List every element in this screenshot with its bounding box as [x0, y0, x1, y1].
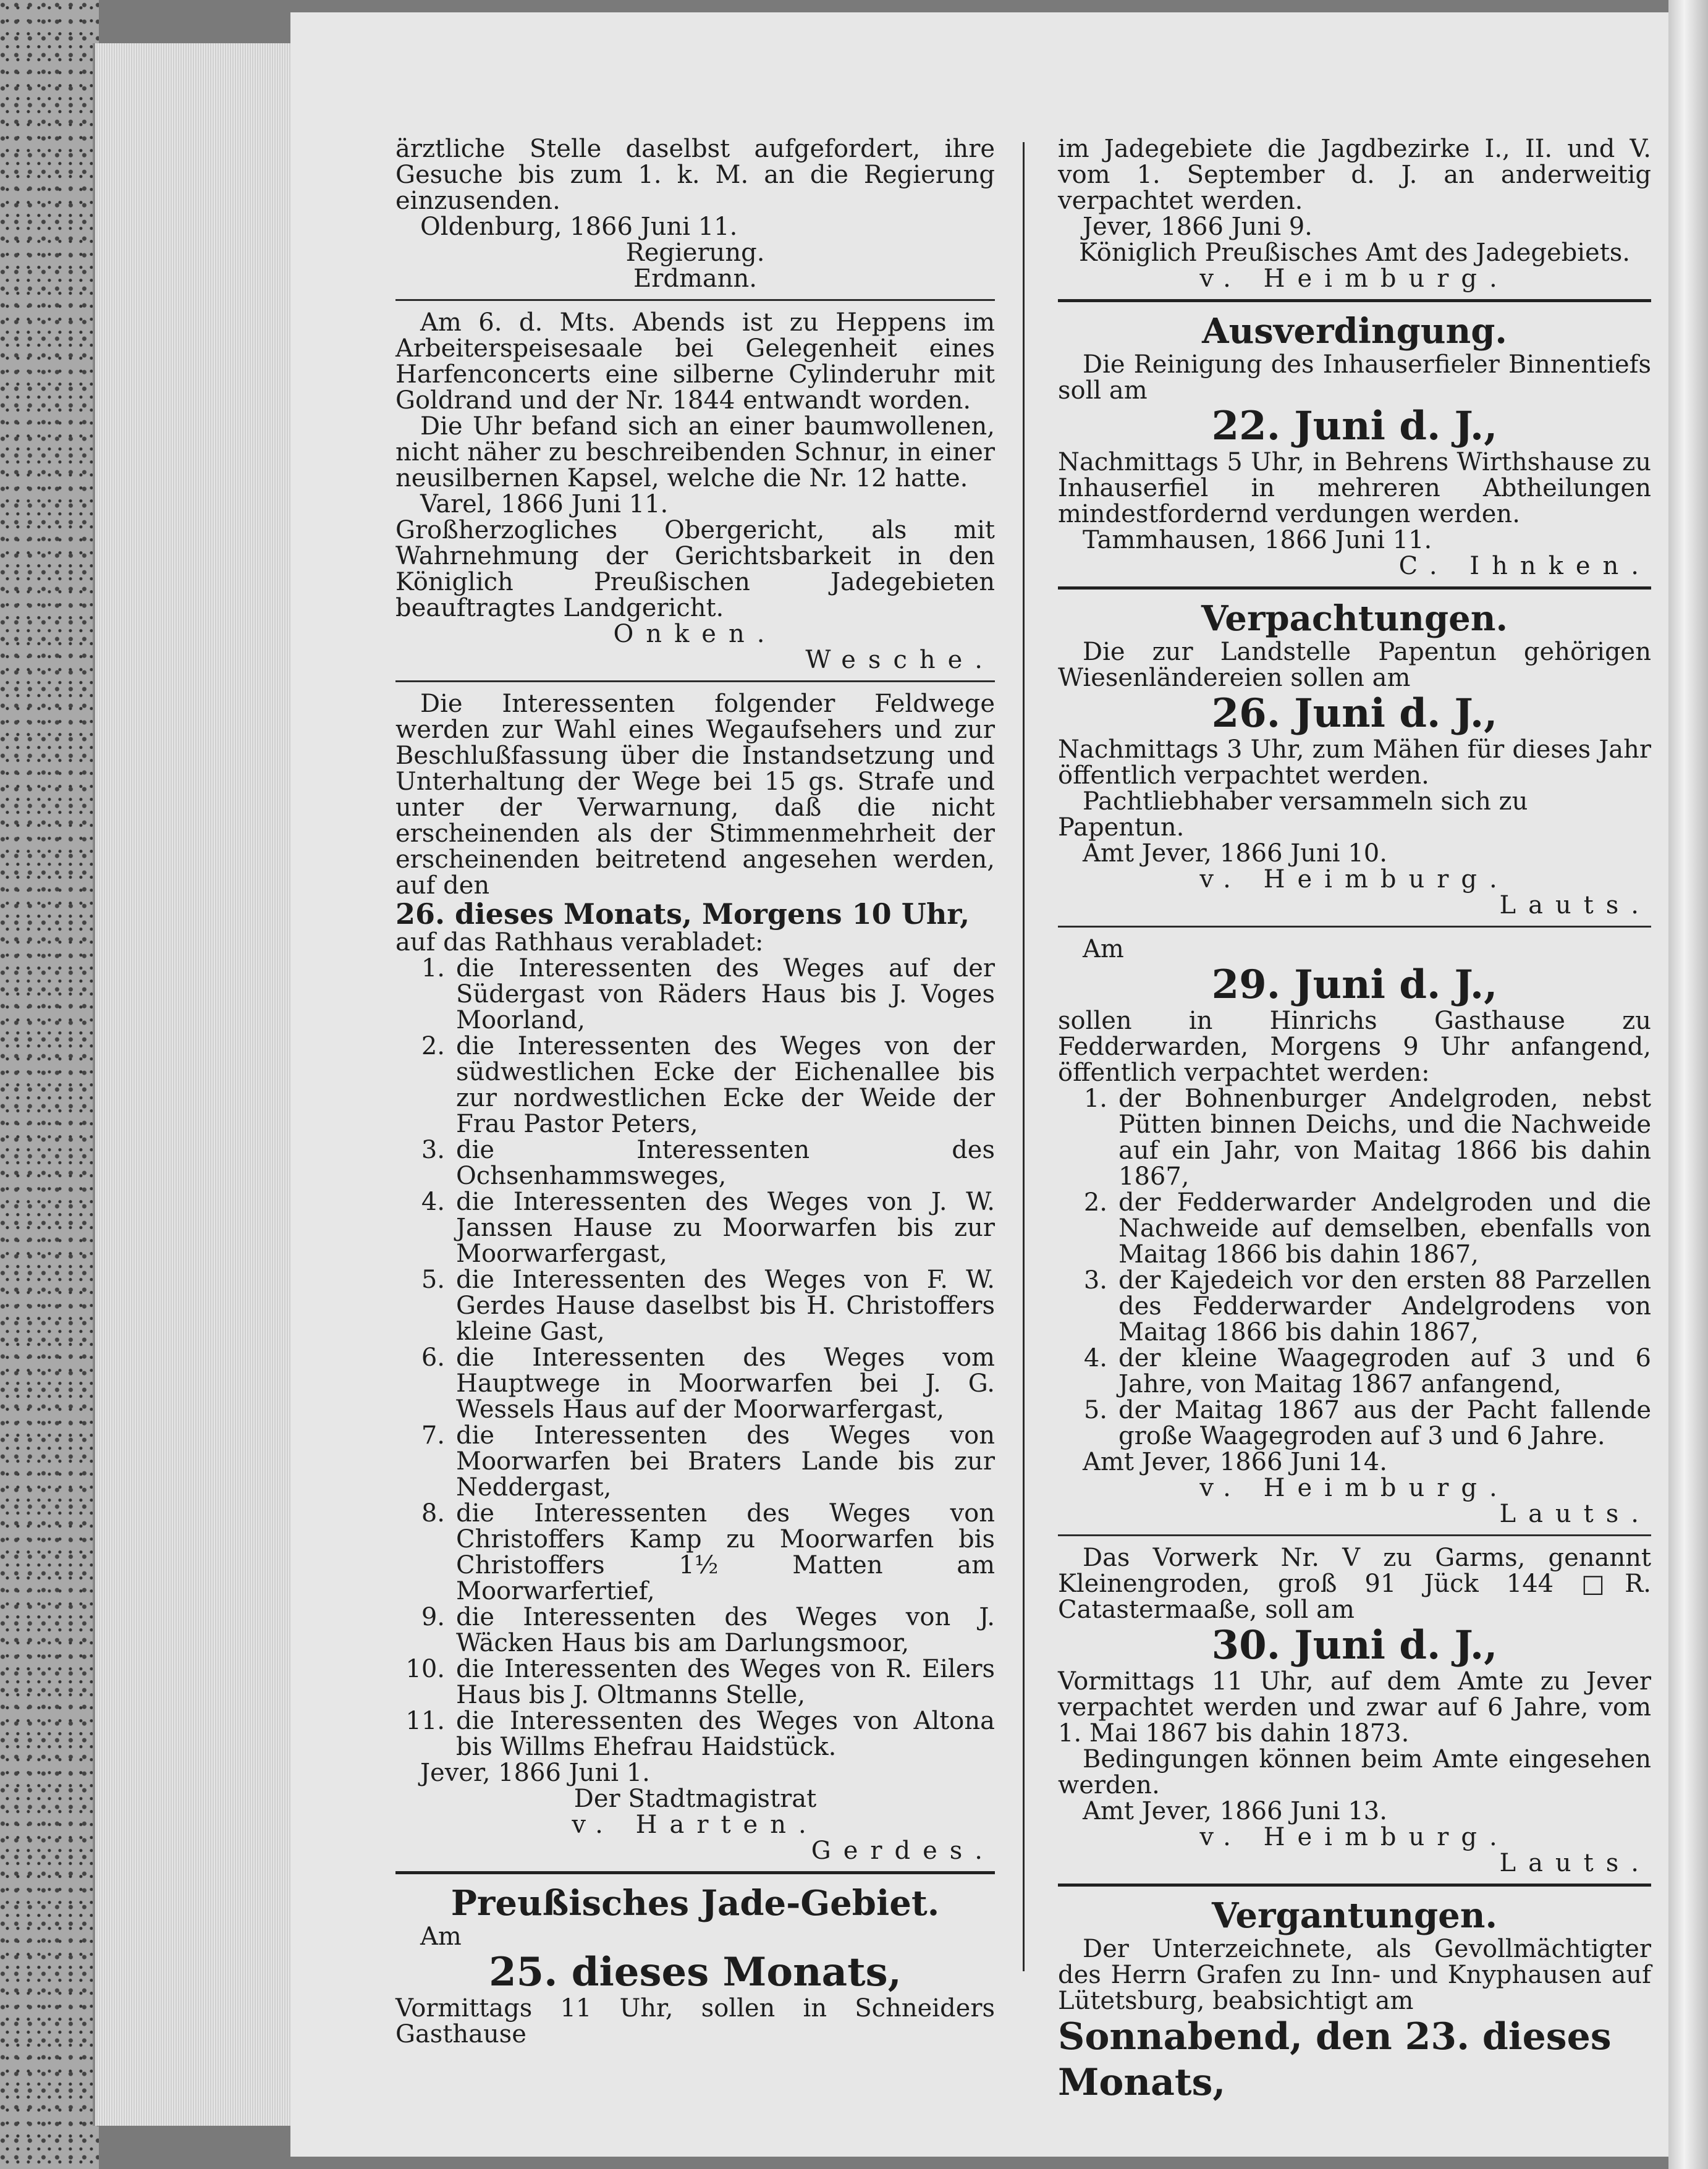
- notice-text: Am 6. d. Mts. Abends ist zu Heppens im Arbeiterspeisesaale bei Gelegenheit eines Harfenconcerts eine silberne Cylinderuhr mit Goldrand und der Nr. 1844 entwandt worden.: [395, 308, 995, 415]
- separator-rule: [395, 1871, 995, 1874]
- notice-date-large: Sonnabend, den 23. dieses Monats,: [1058, 2015, 1612, 2104]
- notice-signature: v. Heimburg.: [1199, 1823, 1510, 1851]
- notice-text: Nachmittags 3 Uhr, zum Mähen für dieses Jahr öffentlich verpachtet werden.: [1058, 735, 1651, 790]
- notice-date-large: 26. Juni d. J.,: [1211, 690, 1498, 737]
- meeting-place: auf das Rathhaus verabladet:: [395, 928, 764, 957]
- notice-signature: v. Heimburg.: [1199, 1474, 1510, 1502]
- notice-date: Varel, 1866 Juni 11.: [420, 490, 669, 518]
- notice-signature: Lauts.: [1499, 1500, 1651, 1528]
- meeting-date: 26. dieses Monats, Morgens 10 Uhr,: [395, 897, 970, 931]
- list-item: 4. die Interessenten des Weges von J. W. Janssen Hause zu Moorwarfen bis zur Moorwarfergast,: [421, 1188, 995, 1268]
- separator-rule: [1058, 299, 1651, 302]
- notice-text: Das Vorwerk Nr. V zu Garms, genannt Kleinengroden, groß 91 Jück 144 □R. Catastermaaße, soll am: [1058, 1544, 1651, 1624]
- notice-date: Jever, 1866 Juni 1.: [420, 1759, 650, 1787]
- list-item: 9. die Interessenten des Weges von J. Wäcken Haus bis am Darlungsmoor,: [421, 1603, 995, 1657]
- notice-text: ärztliche Stelle daselbst aufgefordert, ihre Gesuche bis zum 1. k. M. an die Regierung einzusenden.: [395, 135, 995, 215]
- notice-text: Bedingungen können beim Amte eingesehen werden.: [1058, 1745, 1651, 1799]
- page-binding-edge: [1668, 0, 1708, 2169]
- notice-authority: Regierung.: [625, 239, 765, 267]
- auction-date: 25. dieses Monats,: [489, 1949, 902, 1995]
- list-item: 1. der Bohnenburger Andelgroden, nebst Pütten binnen Deichs, und die Nachweide auf ein Jahr, von Maitag 1866 bis dahin 1867,: [1083, 1084, 1651, 1191]
- list-item: 10. die Interessenten des Weges von R. Eilers Haus bis J. Oltmanns Stelle,: [405, 1655, 995, 1709]
- notice-date: Jever, 1866 Juni 9.: [1083, 213, 1313, 241]
- list-item: 3. der Kajedeich vor den ersten 88 Parzellen des Fedderwarder Andelgrodens von Maitag 1866 bis dahin 1867,: [1083, 1266, 1651, 1347]
- separator-rule: [1058, 586, 1651, 590]
- list-item: 5. der Maitag 1867 aus der Pacht fallende große Waagegroden auf 3 und 6 Jahre.: [1083, 1396, 1651, 1450]
- notice-text: im Jadegebiete die Jagdbezirke I., II. und V. vom 1. September d. J. an anderweitig verpachtet werden.: [1058, 135, 1651, 215]
- notice-signature: Onken.: [613, 620, 777, 648]
- section-heading: Vergantungen.: [1212, 1895, 1497, 1936]
- notice-text: Die zur Landstelle Papentun gehörigen Wiesenländereien sollen am: [1058, 638, 1651, 692]
- notice-text: Die Uhr befand sich an einer baumwollenen, nicht näher zu beschreibenden Schnur, in einer neusilbernen Kapsel, welche die Nr. 12 hatte.: [395, 412, 995, 493]
- list-item: 8. die Interessenten des Weges von Christoffers Kamp zu Moorwarfen bis Christoffers 1½ Matten am Moorwarfertief,: [421, 1499, 995, 1605]
- notice-text: Pachtliebhaber versammeln sich zu Papentun.: [1058, 787, 1528, 842]
- notice-authority: Königlich Preußisches Amt des Jadegebiets.: [1078, 239, 1631, 267]
- notice-date: Oldenburg, 1866 Juni 11.: [420, 213, 738, 241]
- notice-signature: v. Heimburg.: [1199, 865, 1510, 894]
- list-item: 1. die Interessenten des Weges auf der Südergast von Räders Haus bis J. Voges Moorland,: [421, 954, 995, 1034]
- notice-signature: Gerdes.: [811, 1837, 995, 1865]
- notice-signature: C. Ihnken.: [1398, 552, 1651, 580]
- section-heading: Preußisches Jade-Gebiet.: [450, 1883, 940, 1924]
- notice-text: Die Interessenten folgender Feldwege werden zur Wahl eines Wegaufsehers und zur Beschlußfassung über die Instandsetzung und Unterhaltung der Wege bei 15 gs. Strafe und unter der Verwarnung, daß die nicht erscheinenden als der Stimmenmehrheit der erscheinenden beitretend angesehen werden, auf den: [395, 690, 995, 900]
- notice-text: Am: [1083, 935, 1124, 963]
- left-column: [395, 136, 995, 2047]
- list-item: 11. die Interessenten des Weges von Altona bis Willms Ehefrau Haidstück.: [405, 1707, 995, 1761]
- lease-list: [1058, 1086, 1651, 1449]
- section-heading: Verpachtungen.: [1201, 598, 1508, 639]
- notice-authority: Großherzogliches Obergericht, als mit Wahrnehmung der Gerichtsbarkeit in den Königlich Preußischen Jadegebieten beauftragtes Landgericht.: [395, 516, 995, 622]
- notice-date: Amt Jever, 1866 Juni 13.: [1083, 1797, 1387, 1825]
- list-item: 2. die Interessenten des Weges von der südwestlichen Ecke der Eichenallee bis zur nordwestlichen Ecke der Weide der Frau Pastor Peters,: [421, 1032, 995, 1138]
- list-item: 3. die Interessenten des Ochsenhammsweges,: [421, 1136, 995, 1190]
- notice-date-large: 22. Juni d. J.,: [1211, 403, 1498, 449]
- separator-rule: [1058, 926, 1651, 928]
- notice-text: Vormittags 11 Uhr, auf dem Amte zu Jever verpachtet werden und zwar auf 6 Jahre, vom 1. Mai 1867 bis dahin 1873.: [1058, 1667, 1651, 1748]
- page-stack: [93, 43, 293, 2126]
- notice-signature: v. Harten.: [572, 1811, 819, 1839]
- notice-date: Tammhausen, 1866 Juni 11.: [1083, 526, 1432, 554]
- notice-text: Der Unterzeichnete, als Gevollmächtigter des Herrn Grafen zu Inn- und Knyphausen auf Lütetsburg, beabsichtigt am: [1058, 1935, 1651, 2015]
- separator-rule: [395, 299, 995, 301]
- notice-signature: v. Heimburg.: [1199, 264, 1510, 293]
- notice-text: Vormittags 11 Uhr, sollen in Schneiders Gasthause: [395, 1994, 995, 2048]
- notice-date-large: 30. Juni d. J.,: [1211, 1622, 1498, 1668]
- list-item: 5. die Interessenten des Weges von F. W. Gerdes Hause daselbst bis H. Christoffers kleine Gast,: [421, 1266, 995, 1346]
- list-item: 4. der kleine Waagegroden auf 3 und 6 Jahre, von Maitag 1867 anfangend,: [1083, 1344, 1651, 1398]
- separator-rule: [395, 680, 995, 682]
- list-item: 7. die Interessenten des Weges von Moorwarfen bei Braters Lande bis zur Neddergast,: [421, 1421, 995, 1502]
- separator-rule: [1058, 1884, 1651, 1887]
- notice-signature: Erdmann.: [633, 264, 757, 293]
- notice-signature: Lauts.: [1499, 891, 1651, 920]
- list-item: 6. die Interessenten des Weges vom Hauptwege in Moorwarfen bei J. G. Wessels Haus auf der Moorwarfergast,: [421, 1343, 995, 1424]
- right-column: [1058, 136, 1651, 2105]
- road-list: [395, 955, 995, 1760]
- notice-signature: Wesche.: [805, 646, 995, 674]
- section-heading: Ausverdingung.: [1202, 311, 1507, 352]
- notice-text: Nachmittags 5 Uhr, in Behrens Wirthshause zu Inhauserfiel in mehreren Abtheilungen mindestfordernd verdungen werden.: [1058, 448, 1651, 528]
- notice-text: Die Reinigung des Inhauserfieler Binnentiefs soll am: [1058, 350, 1651, 405]
- separator-rule: [1058, 1534, 1651, 1536]
- notice-text: Am: [420, 1922, 462, 1951]
- notice-date: Amt Jever, 1866 Juni 14.: [1083, 1448, 1387, 1476]
- notice-authority: Der Stadtmagistrat: [573, 1785, 817, 1813]
- notice-date-large: 29. Juni d. J.,: [1211, 962, 1498, 1008]
- notice-text: sollen in Hinrichs Gasthause zu Fedderwarden, Morgens 9 Uhr anfangend, öffentlich verpachtet werden:: [1058, 1007, 1651, 1087]
- list-item: 2. der Fedderwarder Andelgroden und die Nachweide auf demselben, ebenfalls von Maitag 1866 bis dahin 1867,: [1083, 1188, 1651, 1269]
- column-divider: [1023, 142, 1025, 1971]
- book-edge: [0, 0, 99, 2169]
- notice-date: Amt Jever, 1866 Juni 10.: [1083, 839, 1387, 868]
- notice-signature: Lauts.: [1499, 1849, 1651, 1877]
